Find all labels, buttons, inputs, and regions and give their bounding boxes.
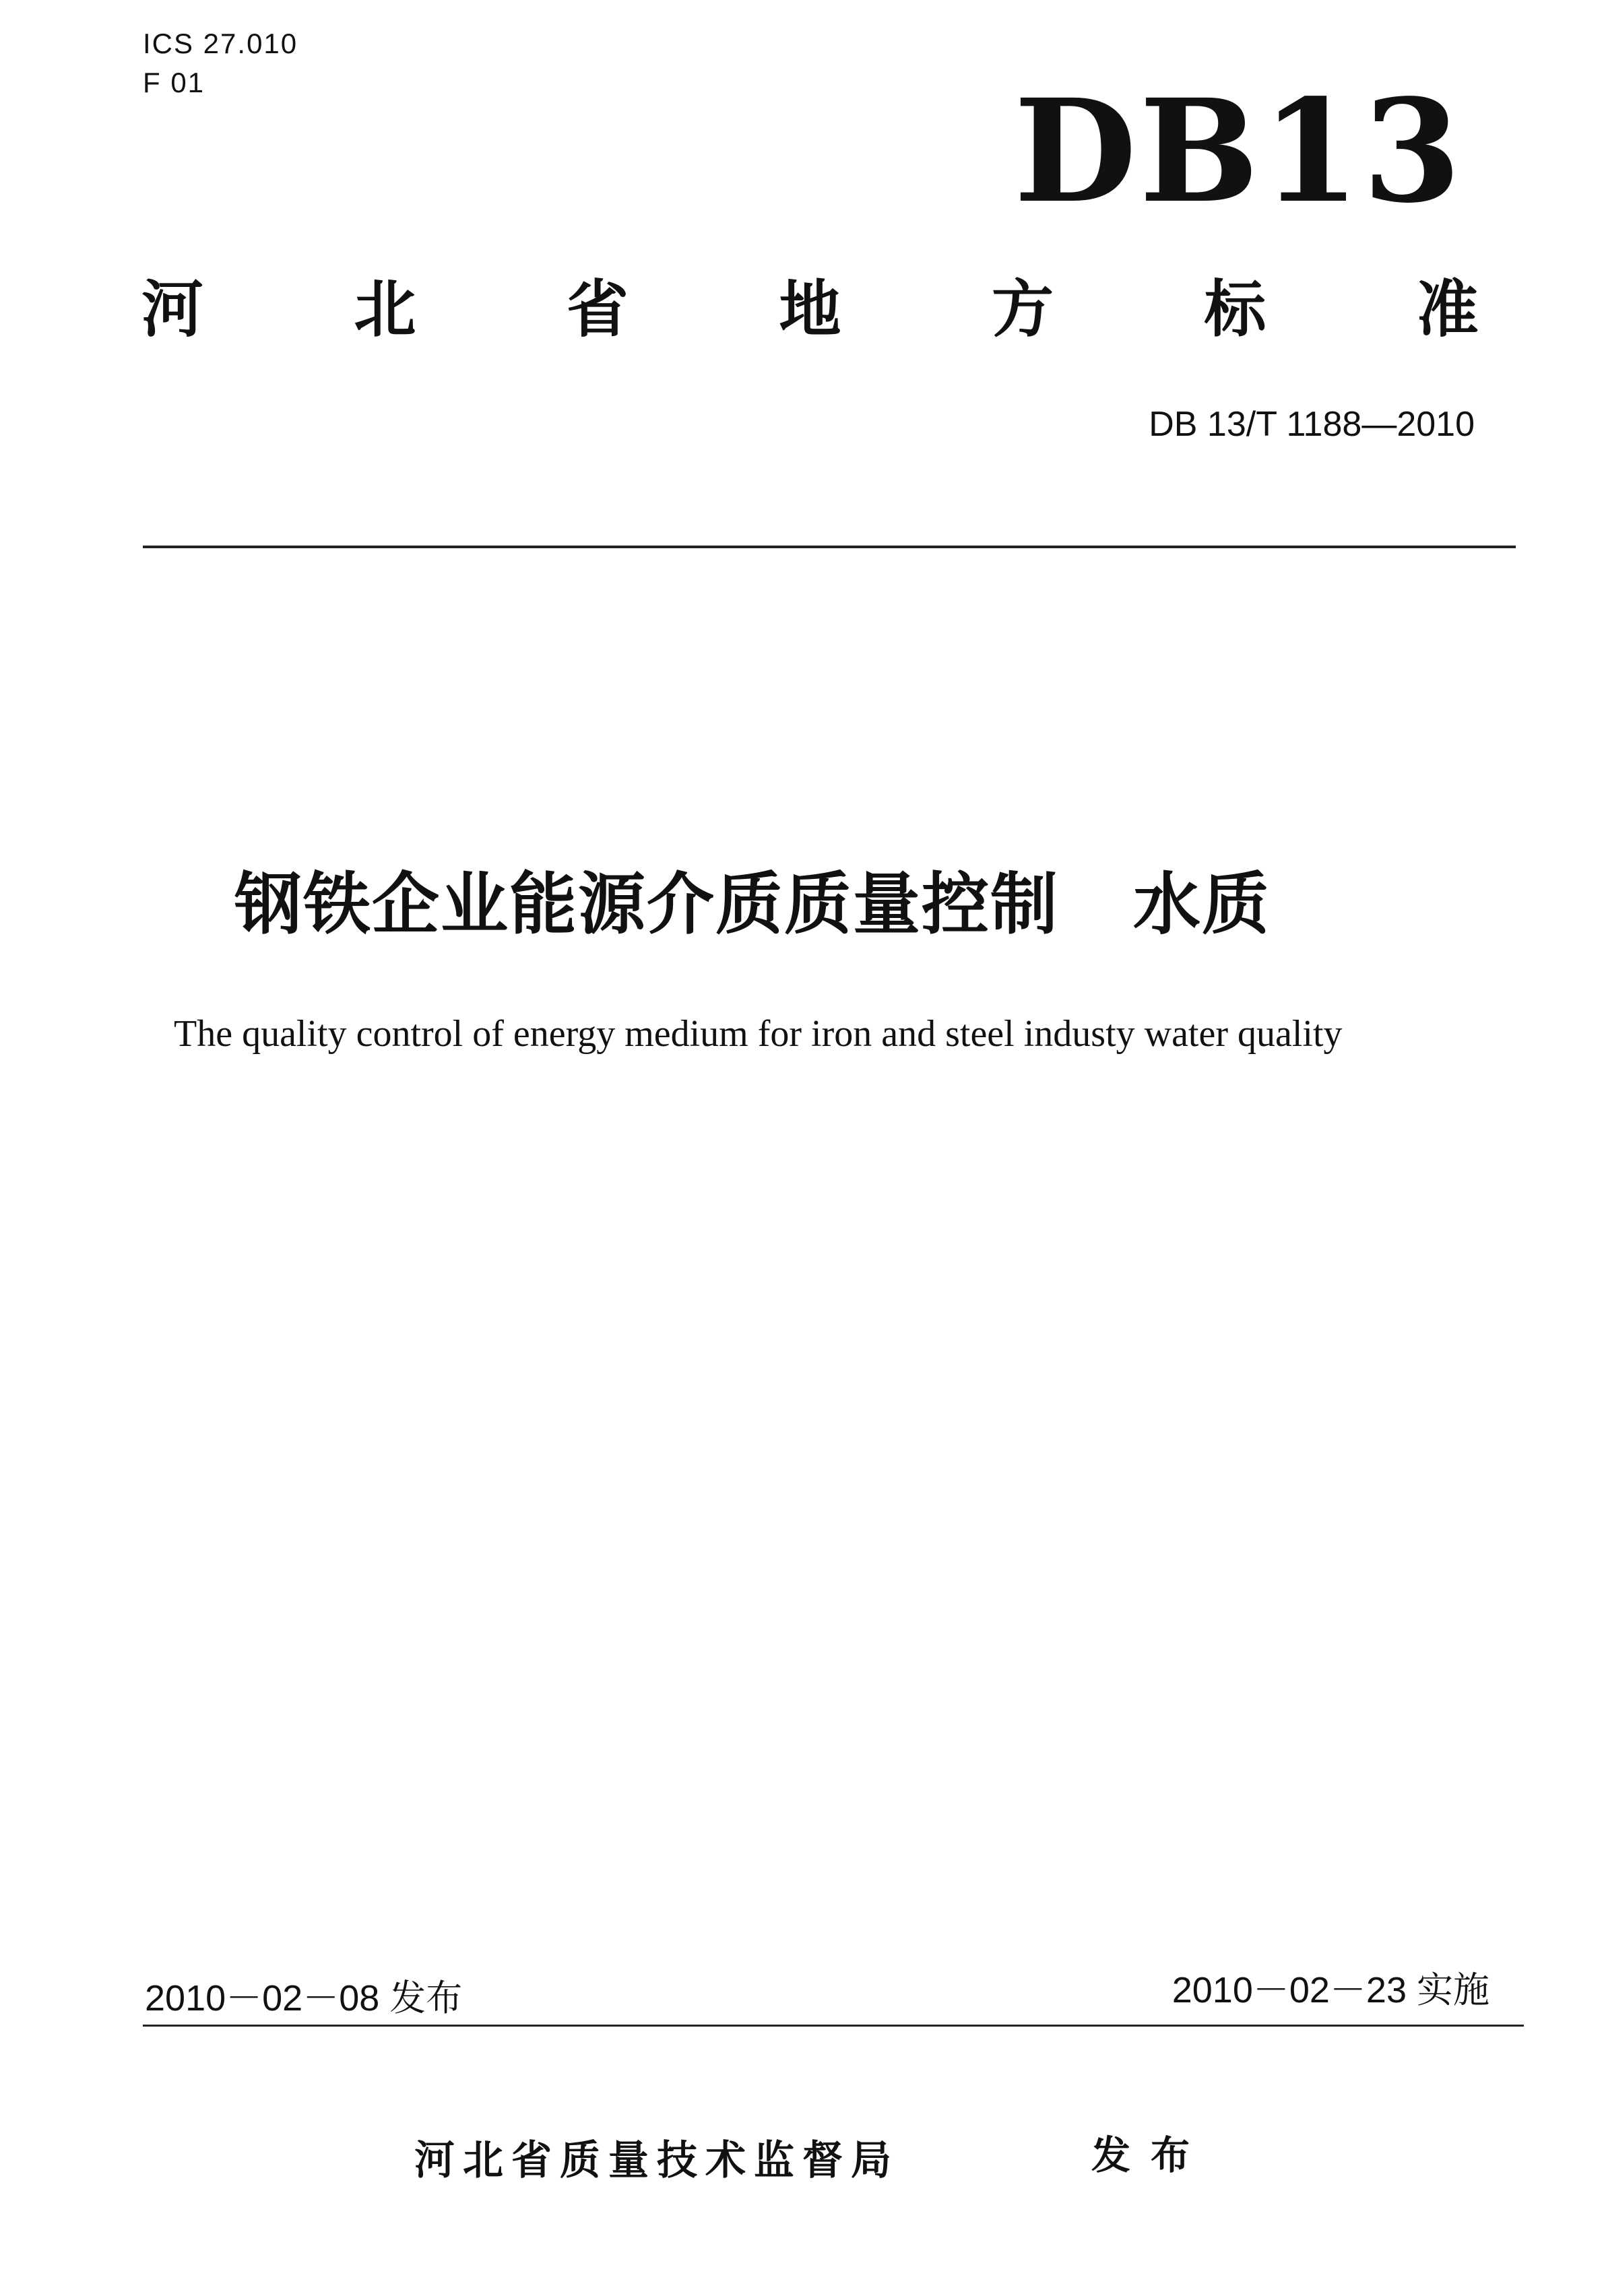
standard-number: DB 13/T 1188—2010 [1149, 405, 1475, 444]
heading-char: 标 [1204, 273, 1266, 346]
ics-code: ICS 27.010 [143, 28, 298, 59]
classification-codes [143, 24, 298, 102]
footer-divider [143, 2025, 1524, 2027]
ccs-code: F 01 [143, 67, 205, 98]
issuing-action: 发布 [1091, 2132, 1211, 2178]
header-divider [143, 546, 1516, 548]
issuing-authority: 河北省质量技术监督局 [414, 2137, 899, 2184]
chinese-title [234, 861, 1271, 948]
heading-char: 准 [1416, 273, 1479, 346]
issue-date: 2010－02－08 发布 [145, 1978, 463, 2019]
heading-char: 河 [141, 273, 204, 346]
english-title: The quality control of energy medium for iron and steel industy water quality [174, 1013, 1343, 1055]
standard-code-logo: DB13 [1014, 68, 1464, 234]
chinese-title-main: 钢铁企业能源介质质量控制 [234, 865, 1059, 944]
heading-char: 北 [354, 273, 416, 346]
heading-char: 地 [779, 273, 841, 346]
heading-char: 方 [991, 273, 1054, 346]
provincial-standard-heading [141, 273, 1479, 347]
chinese-title-sub: 水质 [1133, 865, 1271, 944]
implementation-date: 2010－02－23 实施 [1172, 1970, 1489, 2010]
heading-char: 省 [566, 273, 629, 346]
